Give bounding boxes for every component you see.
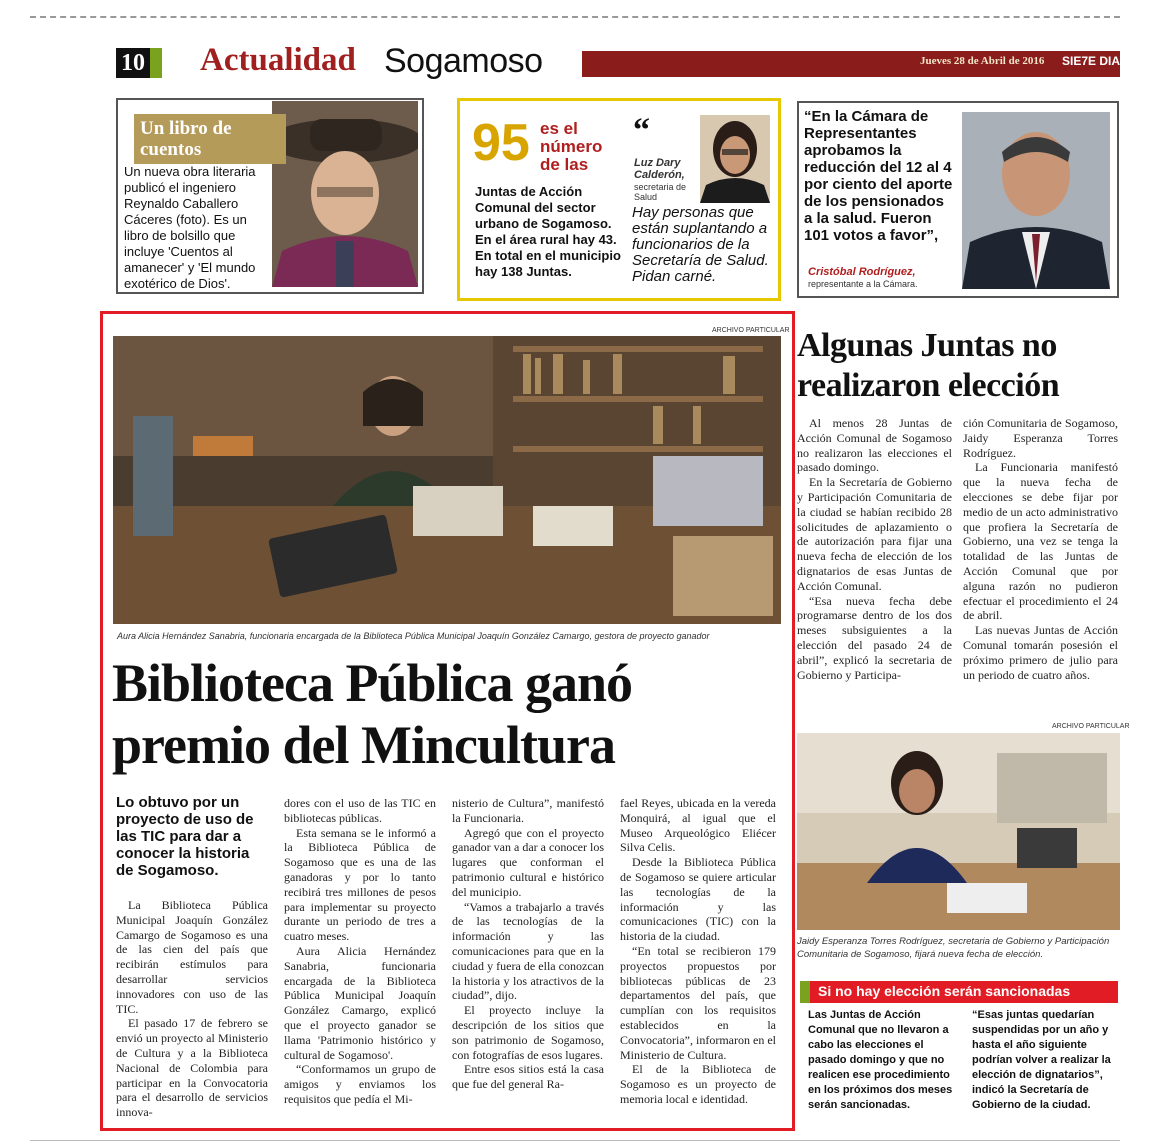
quote-mark-icon: “ [633, 112, 650, 149]
paragraph: Al menos 28 Juntas de Acción Comunal de Sogamoso no realizaron las elecciones el pasado domingo. [797, 416, 952, 475]
paragraph: “Vamos a trabajarlo a través de las tecnologías de la información y las comunicaciones para que en la ciudad y fuera de ella conozcan la historia y los atractivos de la ciudad”, dijo. [452, 899, 604, 1003]
main-photo-caption: Aura Alicia Hernández Sanabria, funcionaria encargada de la Biblioteca Pública Municipal Joaquín González Camargo, gestora de proyecto ganador [117, 631, 710, 641]
juntas-number-label: es el número de las [540, 119, 603, 174]
paragraph: Agregó que con el proyecto ganador van a dar a conocer los lugares que conforman el patrimonio cultural e histórico del municipio. [452, 825, 604, 899]
paragraph: nisterio de Cultura”, manifestó la Funcionaria. [452, 796, 604, 825]
main-lead: Lo obtuvo por un proyecto de uso de las TIC para dar a conocer la historia de Sogamoso. [116, 794, 254, 879]
calderon-quote: Hay personas que están suplantando a funcionarios de la Secretaría de Salud. Pidan carné. [632, 204, 769, 285]
book-box-title: Un libro de cuentos [134, 114, 286, 164]
right-photo-credit: ARCHIVO PARTICULAR [1052, 723, 1130, 730]
paragraph: Esta semana se le informó a la Biblioteca Pública de Sogamoso que es una de las ganadoras y por lo tanto recibirá tres millones de pesos para implementar su proyecto durante un periodo de tres a cuatro meses. [284, 825, 436, 944]
paragraph: “En total se recibieron 179 proyectos propuestos por bibliotecas públicas de 23 departamentos del país, que cumplían con los requisitos establecidos en la Convocatoria”, informaron en el Ministerio de Cultura. [620, 943, 776, 1062]
page-number: 10 [116, 48, 150, 78]
page-number-accent [150, 48, 162, 78]
rodriguez-photo [962, 112, 1110, 289]
paragraph: ción Comunitaria de Sogamoso, Jaidy Esperanza Torres Rodríguez. [963, 416, 1118, 460]
paragraph: El proyecto incluye la descripción de los sitios que son patrimonio de Sogamoso, con fotografías de esos lugares. [452, 1003, 604, 1062]
main-headline: Biblioteca Pública ganó premio del Mincultura [112, 653, 633, 775]
header-brand: SIE7E DIAS [1062, 54, 1129, 68]
main-photo-credit: ARCHIVO PARTICULAR [712, 327, 790, 334]
sanction-text-right: “Esas juntas quedarían suspendidas por un año y hasta el año siguiente podrían volver a realizar la elección de dignatarios”, indicó la Secretaría de Gobierno de la ciudad. [972, 1009, 1111, 1111]
juntas-text: Juntas de Acción Comunal del sector urbano de Sogamoso. En el área rural hay 43. En total en el municipio hay 138 Juntas. [475, 184, 621, 279]
quote-author-role: secretaria de Salud [634, 182, 687, 202]
sanction-title: Si no hay elección serán sancionadas [818, 983, 1071, 999]
section-name: Actualidad [200, 42, 356, 78]
camara-quote: “En la Cámara de Representantes aprobamos la reducción del 12 al 4 por ciento del aporte de los pensionados a la salud. Fueron 101 votos a favor”, [804, 108, 953, 244]
header-date: Jueves 28 de Abril de 2016 [920, 55, 1045, 67]
paragraph: El pasado 17 de febrero se envió un proyecto al Ministerio de Cultura y a la Biblioteca Nacional de Colombia para participar en la Convocatoria para el desarrollo de servicios innova- [116, 1016, 268, 1120]
main-article-column-4 [620, 796, 776, 1107]
sanction-title-accent [800, 981, 810, 1003]
paragraph: Las nuevas Juntas de Acción Comunal tomarán posesión el próximo primero de julio para un periodo de cuatro años. [963, 623, 1118, 682]
main-article-column-1 [116, 898, 268, 1120]
main-article-column-2 [284, 796, 436, 1107]
top-dashed-rule [30, 16, 1120, 18]
main-article-column-3 [452, 796, 604, 1092]
sanction-text-left: Las Juntas de Acción Comunal que no llevaron a cabo las elecciones el pasado domingo y que no realicen ese procedimiento en los próximos dos meses serán sancionadas. [808, 1009, 953, 1111]
right-article-column-1 [797, 416, 952, 682]
library-photo [113, 336, 781, 624]
paragraph: Aura Alicia Hernández Sanabria, funcionaria encargada de la Biblioteca Pública Municipal Joaquín González Camargo, explicó que el proyecto ganador se llama 'Patrimonio histórico y cultural de Sogamoso'. [284, 943, 436, 1062]
book-box-text: Un nueva obra literaria publicó el ingeniero Reynaldo Caballero Cáceres (foto). Es un libro de bolsillo que incluye 'Cuentos al amanecer' y 'El mundo exotérico de Dios'. [124, 164, 256, 291]
juntas-number: 95 [472, 114, 530, 172]
paragraph: El de la Biblioteca de Sogamoso es un proyecto de memoria local e identidad. [620, 1062, 776, 1106]
right-article-column-2 [963, 416, 1118, 682]
paragraph: “Conformamos un grupo de amigos y enviamos los requisitos que pedía el Mi- [284, 1062, 436, 1106]
right-headline: Algunas Juntas no realizaron elección [797, 327, 1060, 404]
right-photo-caption: Jaidy Esperanza Torres Rodríguez, secretaria de Gobierno y Participación Comunitaria de Sogamoso, fijará nueva fecha de elección. [797, 936, 1110, 960]
paragraph: La Funcionaria manifestó que la nueva fecha de elecciones se debe fijar por medio de un acto administrativo que profiera la Secretaría de Gobierno, una vez se tenga la totalidad de las Juntas de Acción Comunal que por alguna razón no pudieron efectuar el procedimiento el 24 de abril. [963, 460, 1118, 623]
paragraph: dores con el uso de las TIC en bibliotecas públicas. [284, 796, 436, 825]
quote-author-name: Luz Dary Calderón, [634, 157, 685, 181]
paragraph: fael Reyes, ubicada en la vereda Monquirá, al igual que el Museo Arqueológico Eliécer Silva Celis. [620, 796, 776, 855]
calderon-photo [700, 115, 770, 203]
paragraph: “Esa nueva fecha debe programarse dentro de los dos meses subsiguientes a la elección del pasado 24 de abril”, explicó la secretaria de Gobierno y Participa- [797, 593, 952, 682]
camara-quote-role: representante a la Cámara. [808, 279, 918, 289]
paragraph: Entre esos sitios está la casa que fue del general Ra- [452, 1062, 604, 1092]
paragraph: La Biblioteca Pública Municipal Joaquín González Camargo de Sogamoso es una de las cien del país que recibirán estímulos para desarrollar servicios innovadores con uso de las TIC. [116, 898, 268, 1016]
author-photo [272, 101, 418, 287]
torres-photo [797, 733, 1120, 930]
bottom-rule [30, 1140, 1120, 1141]
section-city: Sogamoso [384, 42, 543, 80]
paragraph: Desde la Biblioteca Pública de Sogamoso se quiere articular las tecnologías de la información y las comunicaciones (TIC) con la historia de la ciudad. [620, 855, 776, 944]
camara-quote-author: Cristóbal Rodríguez, [808, 266, 916, 278]
paragraph: En la Secretaría de Gobierno y Participación Comunitaria de la ciudad se habían recibido 28 solicitudes de aplazamiento o de autorización para fijar una nueva fecha de elección de los dignatarios de esas Juntas de Acción Comunal. [797, 475, 952, 593]
